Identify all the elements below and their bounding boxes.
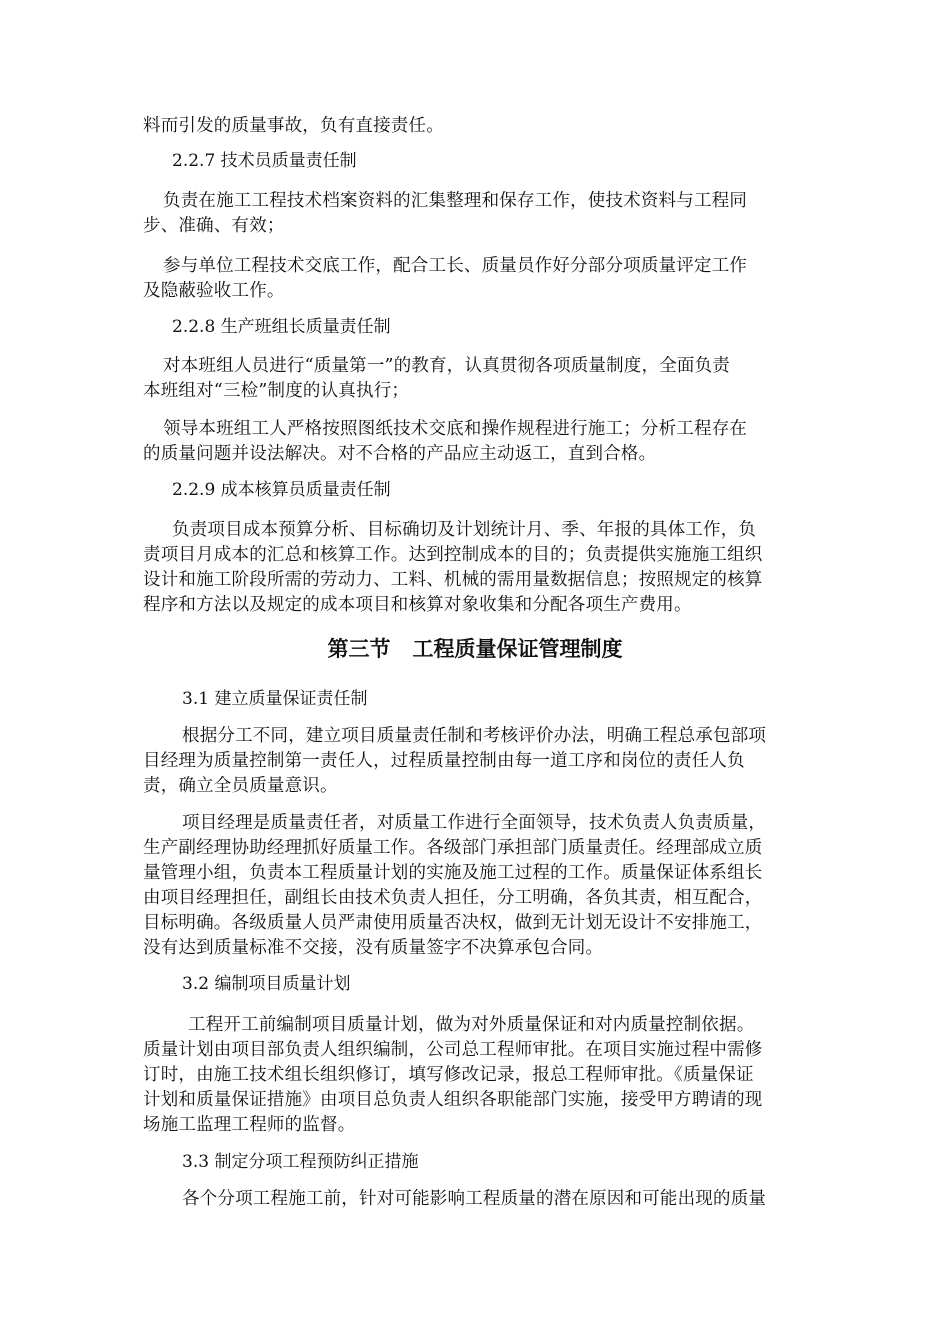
paragraph-line: 对本班组人员进行“质量第一”的教育，认真贯彻各项质量制度，全面负责 — [163, 356, 730, 376]
subsection-heading-3-2: 3.2 编制项目质量计划 — [182, 974, 351, 994]
paragraph-line: 项目经理是质量责任者，对质量工作进行全面领导，技术负责人负责质量， — [182, 813, 767, 833]
paragraph-line: 各个分项工程施工前，针对可能影响工程质量的潜在原因和可能出现的质量 — [182, 1189, 767, 1209]
paragraph-line: 质量计划由项目部负责人组织编制，公司总工程师审批。在项目实施过程中需修 — [143, 1040, 763, 1060]
subsection-heading-2-2-9: 2.2.9 成本核算员质量责任制 — [172, 480, 391, 500]
paragraph-line: 没有达到质量标准不交接，没有质量签字不决算承包合同。 — [143, 938, 604, 958]
paragraph-line: 料而引发的质量事故，负有直接责任。 — [143, 116, 444, 136]
paragraph-line: 设计和施工阶段所需的劳动力、工料、机械的需用量数据信息；按照规定的核算 — [143, 570, 763, 590]
subsection-heading-3-1: 3.1 建立质量保证责任制 — [182, 689, 368, 709]
paragraph-line: 计划和质量保证措施》由项目总负责人组织各职能部门实施，接受甲方聘请的现 — [143, 1090, 763, 1110]
paragraph-line: 参与单位工程技术交底工作，配合工长、质量员作好分部分项质量评定工作 — [163, 256, 748, 276]
paragraph-line: 工程开工前编制项目质量计划，做为对外质量保证和对内质量控制依据。 — [188, 1015, 755, 1035]
paragraph-line: 量管理小组，负责本工程质量计划的实施及施工过程的工作。质量保证体系组长 — [143, 863, 763, 883]
subsection-heading-2-2-8: 2.2.8 生产班组长质量责任制 — [172, 317, 391, 337]
paragraph-line: 根据分工不同，建立项目质量责任制和考核评价办法，明确工程总承包部项 — [182, 726, 767, 746]
paragraph-line: 生产副经理协助经理抓好质量工作。各级部门承担部门质量责任。经理部成立质 — [143, 838, 763, 858]
paragraph-line: 订时，由施工技术组长组织修订，填写修改记录，报总工程师审批。《质量保证 — [143, 1065, 754, 1085]
section-name: 工程质量保证管理制度 — [412, 637, 623, 661]
paragraph-line: 步、准确、有效； — [143, 216, 285, 236]
paragraph-line: 及隐蔽验收工作。 — [143, 281, 285, 301]
paragraph-line: 目经理为质量控制第一责任人，过程质量控制由每一道工序和岗位的责任人负 — [143, 751, 745, 771]
paragraph-line: 负责项目成本预算分析、目标确切及计划统计月、季、年报的具体工作，负 — [172, 520, 757, 540]
paragraph-line: 场施工监理工程师的监督。 — [143, 1115, 356, 1135]
paragraph-line: 程序和方法以及规定的成本项目和核算对象收集和分配各项生产费用。 — [143, 595, 692, 615]
subsection-heading-3-3: 3.3 制定分项工程预防纠正措施 — [182, 1152, 419, 1172]
section-number: 第三节 — [327, 637, 391, 661]
paragraph-line: 责项目月成本的汇总和核算工作。达到控制成本的目的；负责提供实施施工组织 — [143, 545, 763, 565]
paragraph-line: 的质量问题并设法解决。对不合格的产品应主动返工，直到合格。 — [143, 444, 657, 464]
paragraph-line: 由项目经理担任，副组长由技术负责人担任，分工明确，各负其责，相互配合， — [143, 888, 763, 908]
paragraph-line: 目标明确。各级质量人员严肃使用质量否决权，做到无计划无设计不安排施工， — [143, 913, 763, 933]
paragraph-line: 负责在施工工程技术档案资料的汇集整理和保存工作，使技术资料与工程同 — [163, 191, 748, 211]
paragraph-line: 本班组对“三检”制度的认真执行； — [143, 381, 410, 401]
section-title — [0, 634, 950, 664]
subsection-heading-2-2-7: 2.2.7 技术员质量责任制 — [172, 151, 357, 171]
paragraph-line: 责，确立全员质量意识。 — [143, 776, 338, 796]
paragraph-line: 领导本班组工人严格按照图纸技术交底和操作规程进行施工；分析工程存在 — [163, 419, 748, 439]
